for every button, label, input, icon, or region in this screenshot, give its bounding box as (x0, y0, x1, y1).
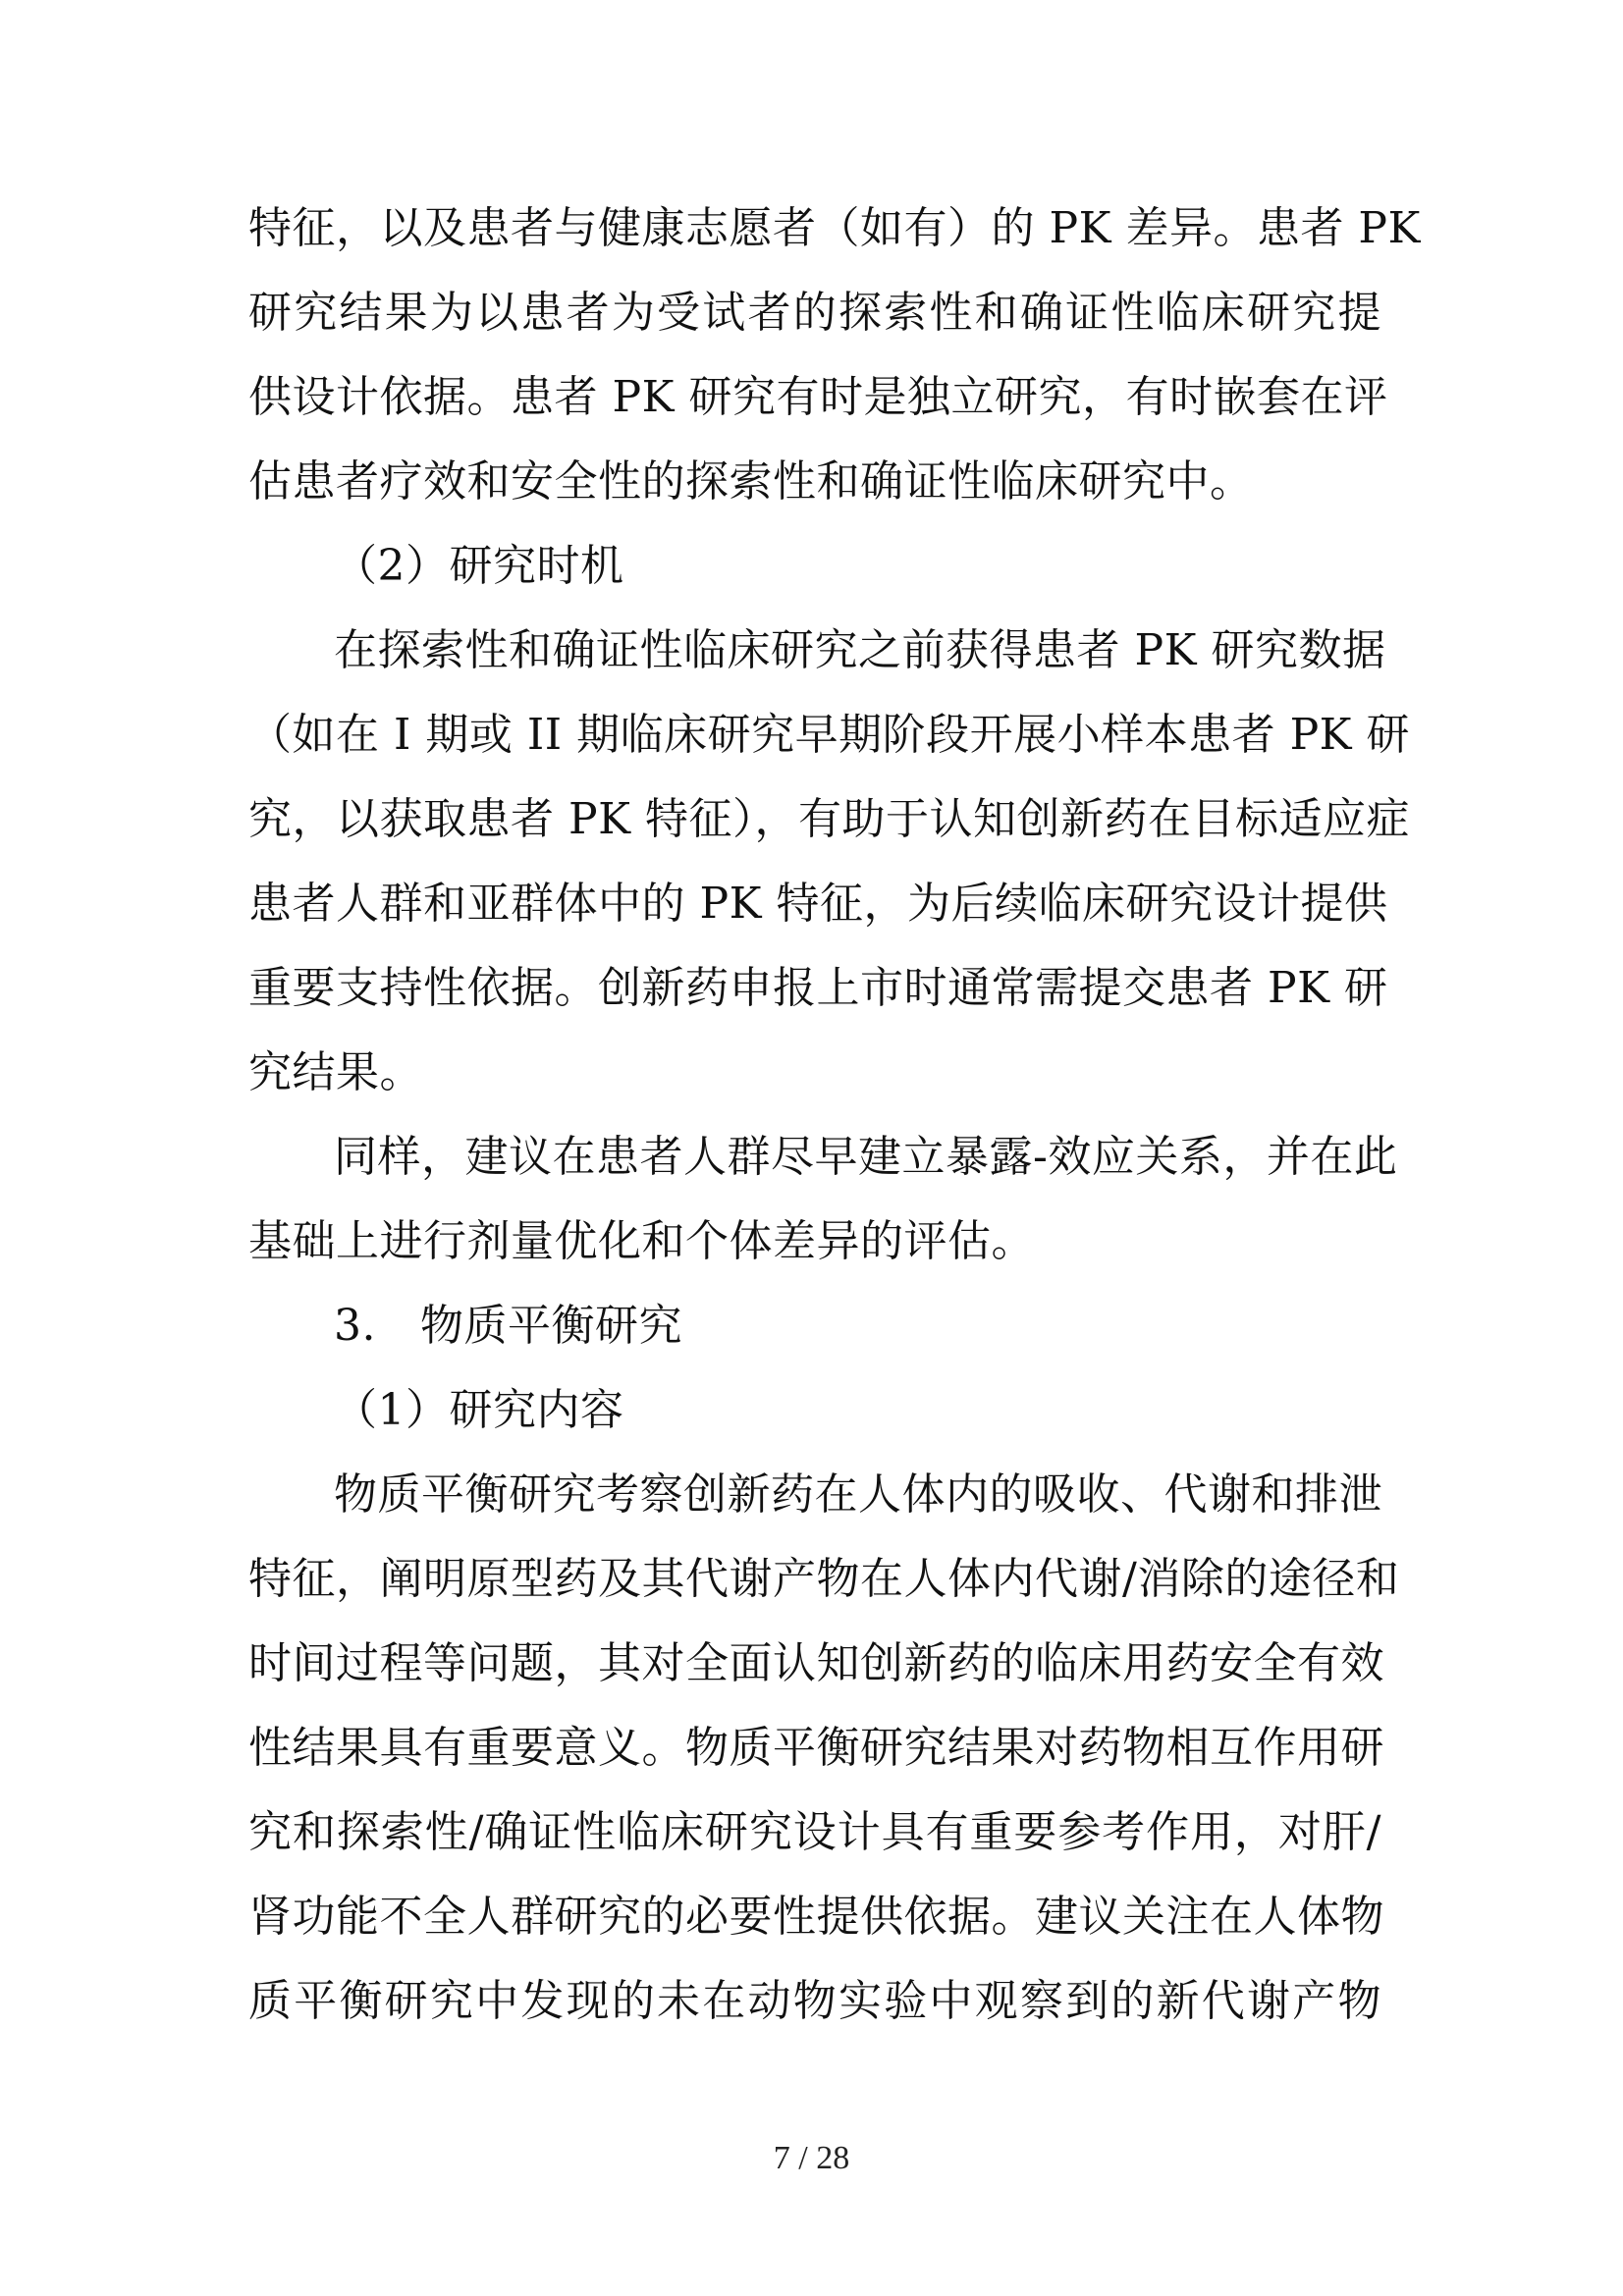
body-line-22: 肾功能不全人群研究的必要性提供依据。建议关注在人体物 (248, 1892, 1384, 1942)
body-line-6: 在探索性和确证性临床研究之前获得患者 PK 研究数据 (334, 625, 1386, 675)
body-line-11: 究结果。 (248, 1047, 423, 1097)
subheading-research-content: （1）研究内容 (334, 1385, 624, 1435)
body-line-7: （如在 I 期或 II 期临床研究早期阶段开展小样本患者 PK 研 (248, 710, 1411, 760)
body-line-21: 究和探索性/确证性临床研究设计具有重要参考作用，对肝/ (248, 1807, 1381, 1857)
section-heading-mass-balance (334, 1284, 1381, 1368)
body-line-9: 患者人群和亚群体中的 PK 特征，为后续临床研究设计提供 (248, 879, 1388, 929)
body-line-10: 重要支持性依据。创新药申报上市时通常需提交患者 PK 研 (248, 963, 1388, 1013)
body-line-20: 性结果具有重要意义。物质平衡研究结果对药物相互作用研 (248, 1723, 1384, 1773)
body-line-8: 究，以获取患者 PK 特征），有助于认知创新药在目标适应症 (248, 794, 1410, 844)
page-number: 7 / 28 (773, 2140, 850, 2176)
body-line-12: 同样，建议在患者人群尽早建立暴露-效应关系，并在此 (334, 1132, 1398, 1182)
body-line-13: 基础上进行剂量优化和个体差异的评估。 (248, 1216, 1035, 1266)
body-line-19: 时间过程等问题，其对全面认知创新药的临床用药安全有效 (248, 1638, 1384, 1688)
body-line-4: 估患者疗效和安全性的探索性和确证性临床研究中。 (248, 456, 1254, 507)
body-line-18: 特征，阐明原型药及其代谢产物在人体内代谢/消除的途径和 (248, 1554, 1400, 1604)
section-title: 物质平衡研究 (420, 1301, 682, 1351)
body-line-1: 特征，以及患者与健康志愿者（如有）的 PK 差异。患者 PK (248, 203, 1421, 253)
section-number: 3. (334, 1301, 376, 1351)
body-line-23: 质平衡研究中发现的未在动物实验中观察到的新代谢产物 (248, 1976, 1381, 2026)
body-line-3: 供设计依据。患者 PK 研究有时是独立研究，有时嵌套在评 (248, 372, 1388, 422)
body-line-17: 物质平衡研究考察创新药在人体内的吸收、代谢和排泄 (334, 1469, 1382, 1520)
subheading-research-timing: （2）研究时机 (334, 541, 624, 591)
body-line-2: 研究结果为以患者为受试者的探索性和确证性临床研究提 (248, 288, 1381, 338)
